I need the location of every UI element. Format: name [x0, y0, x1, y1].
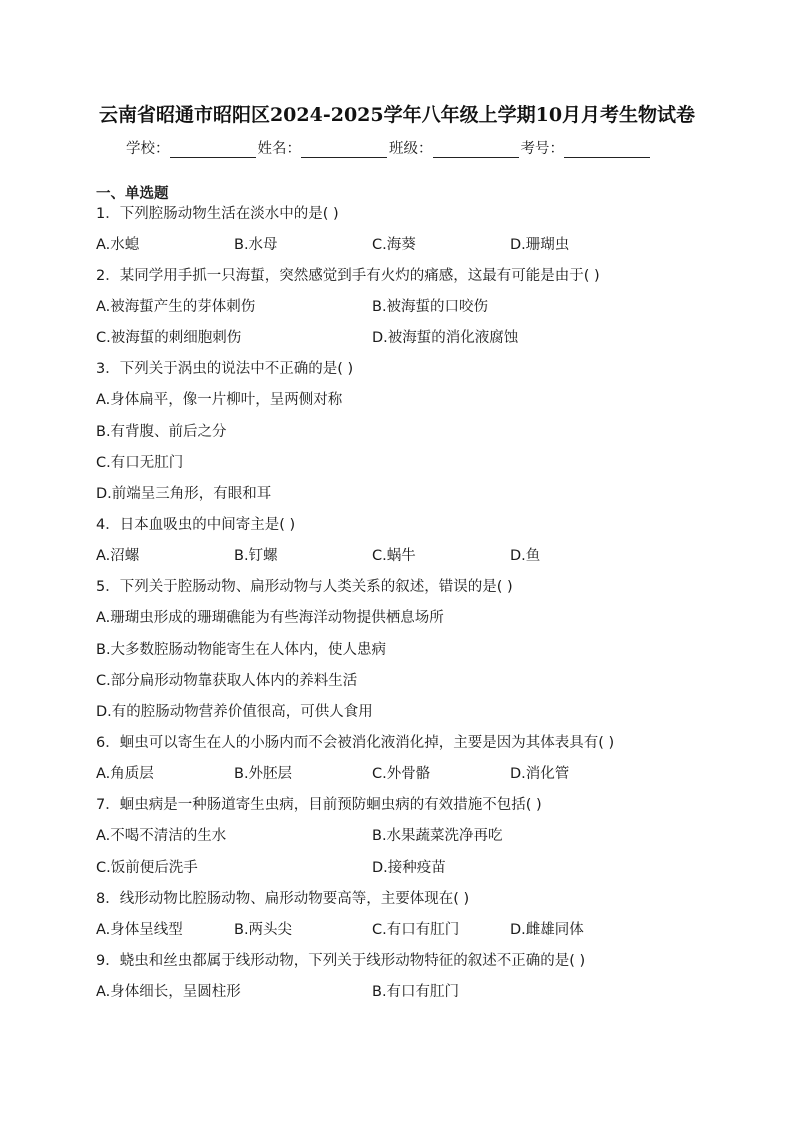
question-7-option-d: D.接种疫苗	[372, 860, 446, 876]
question-8-option-d: D.雌雄同体	[510, 922, 584, 938]
question-6-stem: 6．蛔虫可以寄生在人的小肠内而不会被消化液消化掉，主要是因为其体表具有( )	[96, 735, 615, 751]
question-9-option-a: A.身体细长，呈圆柱形	[96, 984, 241, 1000]
question-1-option-d: D.珊瑚虫	[510, 237, 570, 253]
question-7-stem: 7．蛔虫病是一种肠道寄生虫病，目前预防蛔虫病的有效措施不包括( )	[96, 797, 542, 813]
question-4-stem: 4．日本血吸虫的中间寄主是( )	[96, 517, 296, 533]
question-8-option-c: C.有口有肛门	[372, 922, 460, 938]
question-1-option-b: B.水母	[234, 237, 278, 253]
class-blank[interactable]	[433, 143, 519, 158]
question-5-option-a: A.珊瑚虫形成的珊瑚礁能为有些海洋动物提供栖息场所	[96, 610, 444, 626]
question-7-option-c: C.饭前便后洗手	[96, 860, 198, 876]
question-1-option-c: C.海葵	[372, 237, 416, 253]
student-info-row	[126, 137, 652, 157]
question-3-option-d: D.前端呈三角形，有眼和耳	[96, 486, 272, 502]
question-9-option-b: B.有口有肛门	[372, 984, 460, 1000]
question-3-option-c: C.有口无肛门	[96, 455, 184, 471]
question-5-stem: 5．下列关于腔肠动物、扁形动物与人类关系的叙述，错误的是( )	[96, 579, 513, 595]
school-label: 学校：	[126, 141, 170, 157]
section-title: 一、单选题	[96, 186, 169, 202]
name-blank[interactable]	[301, 143, 387, 158]
question-8-option-a: A.身体呈线型	[96, 922, 183, 938]
question-8-stem: 8．线形动物比腔肠动物、扁形动物要高等，主要体现在( )	[96, 891, 470, 907]
question-2-stem: 2．某同学用手抓一只海蜇，突然感觉到手有火灼的痛感，这最有可能是由于( )	[96, 268, 600, 284]
question-7-option-b: B.水果蔬菜洗净再吃	[372, 828, 503, 844]
question-2-option-c: C.被海蜇的刺细胞刺伤	[96, 330, 242, 346]
question-6-option-d: D.消化管	[510, 766, 570, 782]
question-6-option-c: C.外骨骼	[372, 766, 431, 782]
class-label: 班级：	[389, 141, 433, 157]
number-label: 考号：	[520, 141, 564, 157]
number-blank[interactable]	[564, 143, 650, 158]
question-2-option-a: A.被海蜇产生的芽体刺伤	[96, 299, 256, 315]
school-blank[interactable]	[170, 143, 256, 158]
question-2-option-d: D.被海蜇的消化液腐蚀	[372, 330, 519, 346]
question-4-option-d: D.鱼	[510, 548, 541, 564]
question-7-option-a: A.不喝不清洁的生水	[96, 828, 227, 844]
question-1-option-a: A.水螅	[96, 237, 140, 253]
question-5-option-b: B.大多数腔肠动物能寄生在人体内，使人患病	[96, 642, 387, 658]
question-6-option-a: A.角质层	[96, 766, 154, 782]
question-3-stem: 3．下列关于涡虫的说法中不正确的是( )	[96, 361, 354, 377]
question-5-option-d: D.有的腔肠动物营养价值很高，可供人食用	[96, 704, 373, 720]
question-3-option-b: B.有背腹、前后之分	[96, 424, 227, 440]
question-3-option-a: A.身体扁平，像一片柳叶，呈两侧对称	[96, 392, 343, 408]
question-6-option-b: B.外胚层	[234, 766, 293, 782]
question-4-option-c: C.蜗牛	[372, 548, 416, 564]
question-1-stem: 1．下列腔肠动物生活在淡水中的是( )	[96, 206, 339, 222]
question-2-option-b: B.被海蜇的口咬伤	[372, 299, 489, 315]
question-9-stem: 9．蛲虫和丝虫都属于线形动物，下列关于线形动物特征的叙述不正确的是( )	[96, 953, 586, 969]
exam-title: 云南省昭通市昭阳区2024-2025学年八年级上学期10月月考生物试卷	[98, 104, 696, 126]
question-5-option-c: C.部分扁形动物靠获取人体内的养料生活	[96, 673, 358, 689]
question-8-option-b: B.两头尖	[234, 922, 293, 938]
question-4-option-b: B.钉螺	[234, 548, 278, 564]
name-label: 姓名：	[257, 141, 301, 157]
question-4-option-a: A.沼螺	[96, 548, 140, 564]
